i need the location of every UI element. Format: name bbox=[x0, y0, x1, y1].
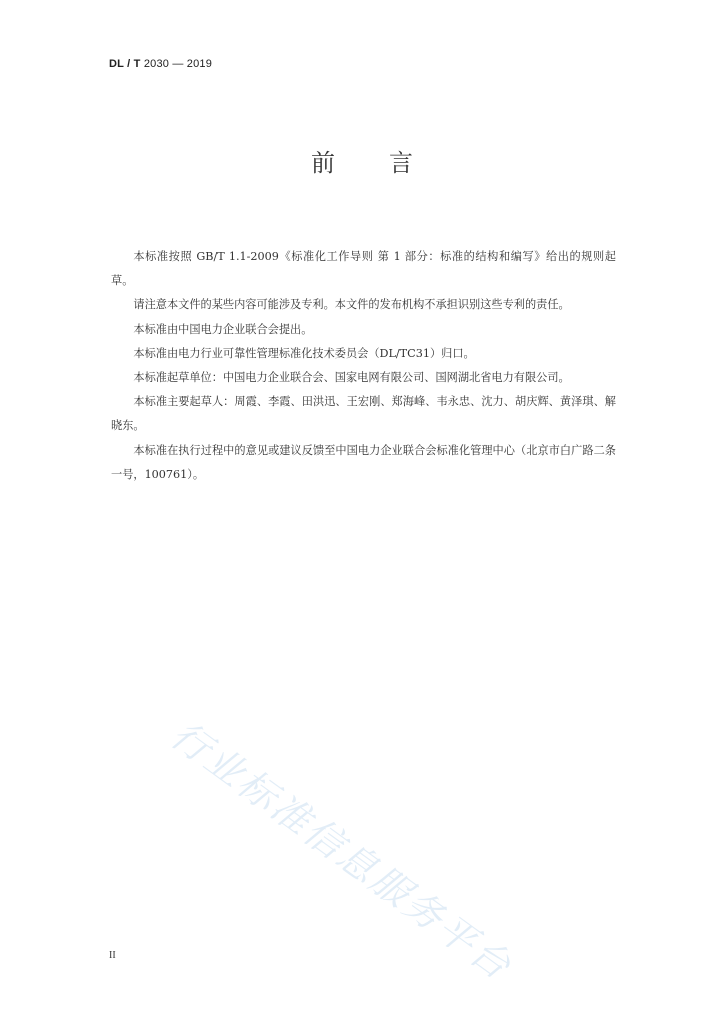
paragraph-drafters: 本标准主要起草人：周霞、李霞、田洪迅、王宏刚、郑海峰、韦永忠、沈力、胡庆辉、黄泽琪、解晓东。 bbox=[111, 395, 616, 433]
paragraph-patent-notice: 请注意本文件的某些内容可能涉及专利。本文件的发布机构不承担识别这些专利的责任。 bbox=[133, 298, 570, 312]
page-number: II bbox=[109, 950, 116, 961]
paragraph-committee: 本标准由电力行业可靠性管理标准化技术委员会（DL/TC31）归口。 bbox=[133, 346, 475, 360]
foreword-body bbox=[111, 245, 616, 487]
paragraph-drafting-rules: 本标准按照 GB/T 1.1-2009《标准化工作导则 第 1 部分：标准的结构和编写》给出的规则起草。 bbox=[111, 250, 616, 288]
page-title: 前言 bbox=[311, 149, 467, 177]
standard-code-prefix: DL / T bbox=[109, 58, 141, 70]
standard-code-number: 2030 — 2019 bbox=[140, 58, 213, 70]
standard-code-header bbox=[109, 58, 212, 70]
paragraph-feedback: 本标准在执行过程中的意见或建议反馈至中国电力企业联合会标准化管理中心（北京市白广路二条一号，100761）。 bbox=[111, 443, 616, 481]
paragraph-drafting-units: 本标准起草单位：中国电力企业联合会、国家电网有限公司、国网湖北省电力有限公司。 bbox=[133, 371, 570, 385]
paragraph-proposer: 本标准由中国电力企业联合会提出。 bbox=[133, 322, 313, 336]
watermark: 行业标准信息服务平台 bbox=[163, 712, 521, 990]
